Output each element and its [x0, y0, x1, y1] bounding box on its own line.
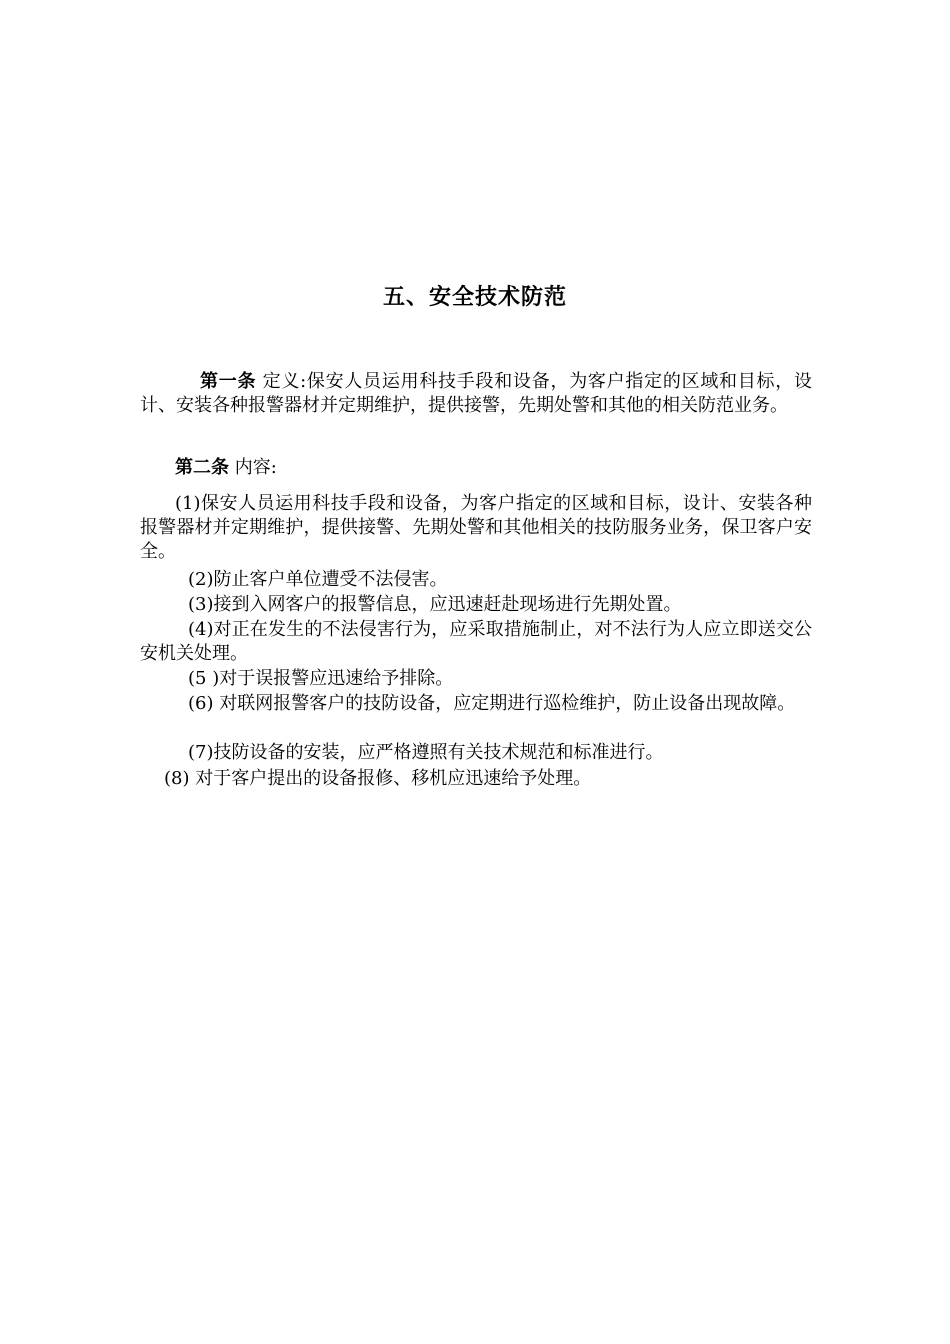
list-item: (2)防止客户单位遭受不法侵害。: [188, 569, 448, 590]
list-item: (7)技防设备的安装，应严格遵照有关技术规范和标准进行。: [188, 742, 664, 763]
list-item: (6) 对联网报警客户的技防设备，应定期进行巡检维护，防止设备出现故障。: [188, 693, 796, 714]
list-item: (8) 对于客户提出的设备报修、移机应迅速给予处理。: [164, 768, 592, 789]
list-item: (1)保安人员运用科技手段和设备，为客户指定的区域和目标，设计、安装各种报警器材并定期维护，提供接警、先期处警和其他相关的技防服务业务，保卫客户安全。: [140, 493, 812, 562]
list-item: (4)对正在发生的不法侵害行为，应采取措施制止，对不法行为人应立即送交公安机关处理。: [140, 619, 812, 664]
section-title: 五、安全技术防范: [382, 285, 567, 310]
list-item: (5 )对于误报警应迅速给予排除。: [188, 668, 454, 689]
article-1-label: 第一条: [200, 371, 257, 392]
article-2-paragraph: [140, 456, 812, 480]
list-item: (3)接到入网客户的报警信息，应迅速赶赴现场进行先期处置。: [188, 594, 682, 615]
article-2-label: 第二条: [175, 457, 229, 478]
article-2-text: 内容:: [229, 457, 277, 478]
article-1-text: 定义:保安人员运用科技手段和设备，为客户指定的区域和目标，设计、安装各种报警器材并定期维护，提供接警，先期处警和其他的相关防范业务。: [140, 371, 812, 416]
article-1-paragraph: [140, 370, 812, 418]
